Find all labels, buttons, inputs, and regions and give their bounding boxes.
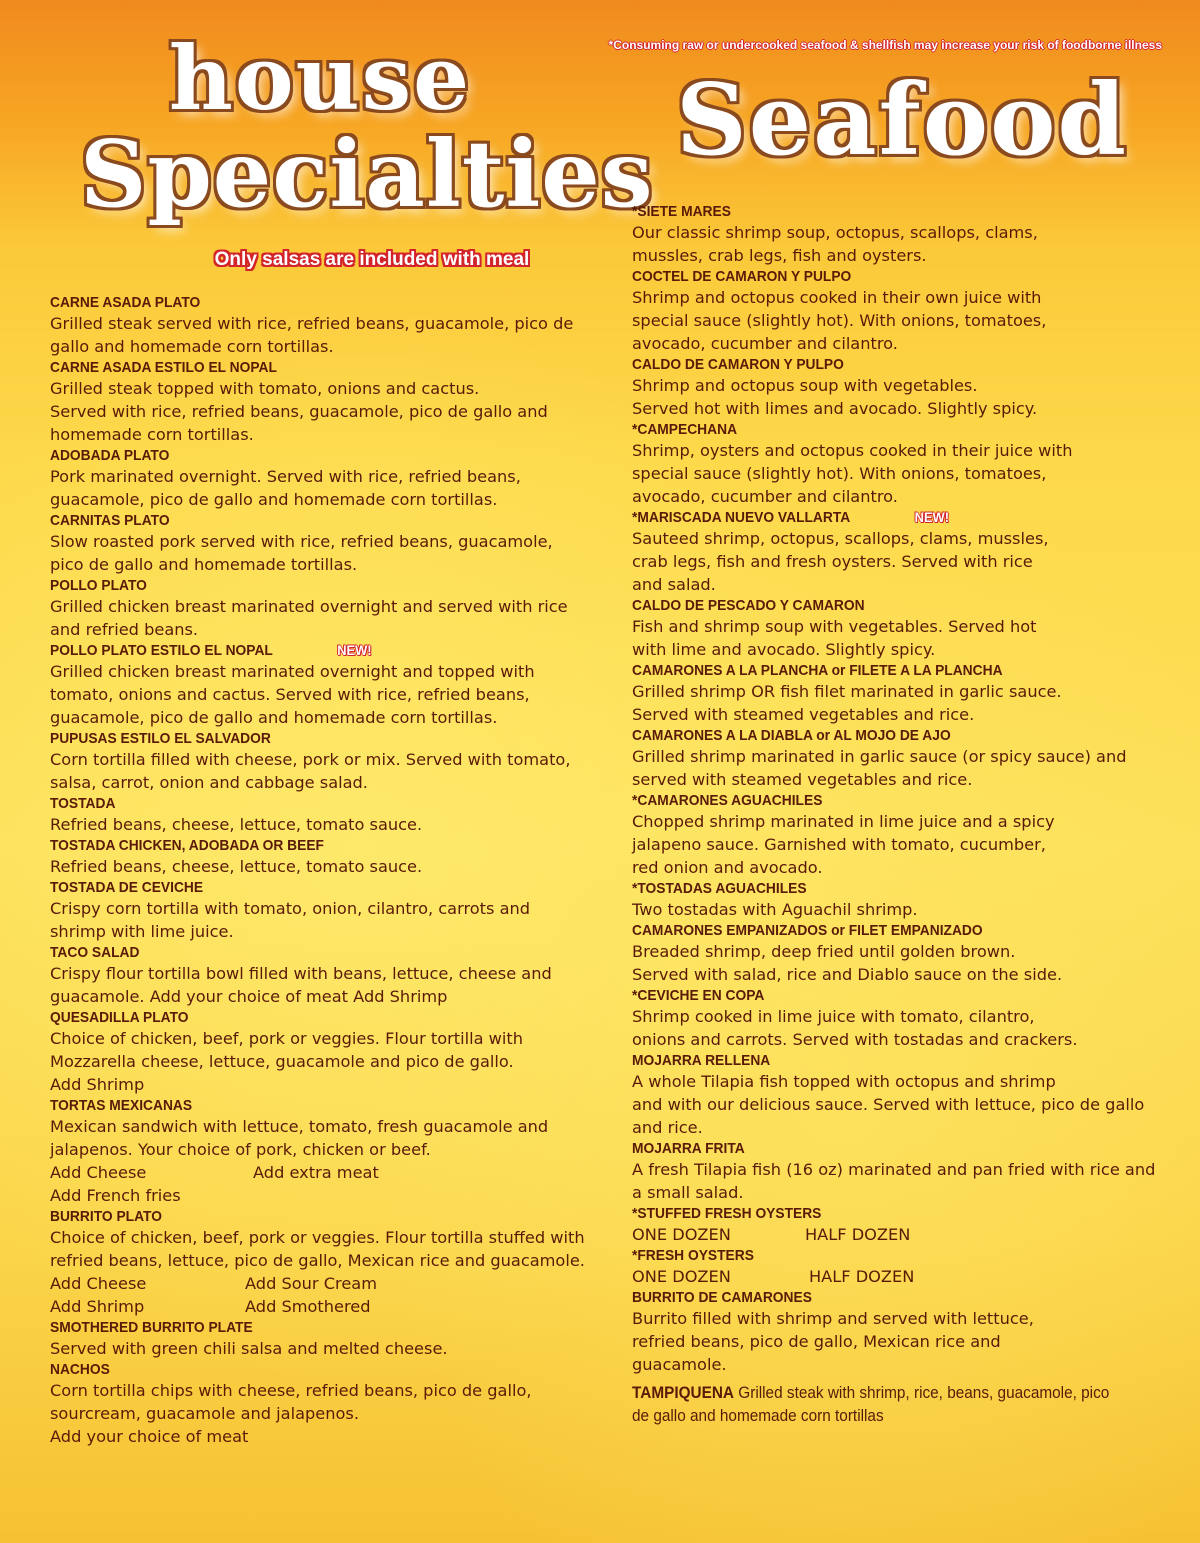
menu-item-name — [632, 921, 1129, 940]
menu-item-description: Crispy corn tortilla with tomato, onion, cilantro, carrots and shrimp with lime juice. — [50, 899, 531, 941]
menu-item-name — [50, 511, 551, 530]
menu-item-name — [632, 879, 1129, 898]
menu-item-name-text: QUESADILLA PLATO — [50, 1009, 189, 1026]
menu-item-name-text: SMOTHERED BURRITO PLATE — [50, 1319, 253, 1336]
add-on-option: ONE DOZEN — [632, 1267, 731, 1286]
menu-item-name-text: *CEVICHE EN COPA — [632, 987, 765, 1004]
seafood-title: Seafood — [676, 63, 1129, 178]
menu-item — [50, 1008, 595, 1096]
menu-item-description: Refried beans, cheese, lettuce, tomato sauce. — [50, 815, 423, 834]
menu-item-name-text: TACO SALAD — [50, 944, 140, 961]
menu-item — [632, 596, 1172, 661]
menu-item — [632, 726, 1172, 791]
add-on-row — [632, 1265, 1172, 1288]
menu-item-name-text: ADOBADA PLATO — [50, 447, 170, 464]
add-on-option: Add Cheese — [50, 1274, 147, 1293]
menu-item-name — [50, 1008, 551, 1027]
menu-item-name-text: TOSTADA DE CEVICHE — [50, 879, 204, 896]
menu-item-name-text: TOSTADA — [50, 795, 116, 812]
menu-item-description: Corn tortilla chips with cheese, refried beans, pico de gallo, sourcream, guacamole and jalapenos. Add your choice of meat — [50, 1381, 532, 1446]
menu-item-add-ons — [50, 1272, 595, 1318]
menu-item-description: Breaded shrimp, deep fried until golden brown. Served with salad, rice and Diablo sauce on the side. — [632, 942, 1063, 984]
menu-item-description: Served with green chili salsa and melted cheese. — [50, 1339, 448, 1358]
house-specialties-title — [80, 26, 654, 228]
menu-item — [50, 358, 595, 446]
menu-item-name — [50, 358, 551, 377]
house-title-line-1: house — [168, 26, 472, 130]
menu-item-description: Shrimp, oysters and octopus cooked in their juice with special sauce (slightly hot). With onions, tomatoes, avocado, cucumber and cilantro. — [632, 441, 1073, 506]
menu-item-name-text: *CAMARONES AGUACHILES — [632, 792, 823, 809]
menu-item — [632, 1204, 1172, 1246]
menu-item-name — [50, 576, 551, 595]
menu-item-name — [50, 293, 551, 312]
menu-item-description: Our classic shrimp soup, octopus, scallops, clams, mussles, crab legs, fish and oysters. — [632, 223, 1038, 265]
menu-item-name-text: *TOSTADAS AGUACHILES — [632, 880, 807, 897]
menu-item-description: Choice of chicken, beef, pork or veggies. Flour tortilla with Mozzarella cheese, lettuce, guacamole and pico de gallo. Add Shrimp — [50, 1029, 524, 1094]
menu-item-name-text: POLLO PLATO ESTILO EL NOPAL — [50, 642, 273, 659]
menu-item-description: Two tostadas with Aguachil shrimp. — [632, 900, 918, 919]
add-on-option: ONE DOZEN — [632, 1225, 731, 1244]
menu-item-description: A whole Tilapia fish topped with octopus and shrimp and with our delicious sauce. Served with lettuce, pico de gallo and rice. — [632, 1072, 1145, 1137]
menu-item-name — [632, 661, 1129, 680]
menu-item — [50, 729, 595, 794]
menu-item — [632, 1139, 1172, 1204]
menu-item-description: Grilled steak topped with tomato, onions and cactus. Served with rice, refried beans, guacamole, pico de gallo and homemade corn tortillas. — [50, 379, 548, 444]
menu-item-name — [632, 1288, 1129, 1307]
new-badge: NEW! — [337, 642, 372, 658]
menu-item-description: Grilled chicken breast marinated overnight and served with rice and refried beans. — [50, 597, 568, 639]
menu-item-name-text: MOJARRA RELLENA — [632, 1052, 771, 1069]
add-on-option: Add extra meat — [253, 1163, 379, 1182]
menu-item-name — [50, 943, 551, 962]
menu-item-name — [632, 1051, 1129, 1070]
menu-item — [632, 202, 1172, 267]
menu-item — [632, 420, 1172, 508]
menu-item — [632, 986, 1172, 1051]
menu-item-name — [632, 986, 1129, 1005]
menu-item-name-text: CAMARONES A LA PLANCHA or FILETE A LA PLANCHA — [632, 662, 1003, 679]
menu-item-name-text: *MARISCADA NUEVO VALLARTA — [632, 509, 851, 526]
add-on-row — [50, 1295, 595, 1318]
menu-item-description: Grilled shrimp OR fish filet marinated in garlic sauce. Served with steamed vegetables and rice. — [632, 682, 1062, 724]
menu-item-name-text: *CAMPECHANA — [632, 421, 738, 438]
menu-item-name — [632, 267, 1129, 286]
menu-item-name — [632, 202, 1129, 221]
menu-item-name — [50, 1360, 551, 1379]
menu-item — [50, 878, 595, 943]
menu-item — [632, 921, 1172, 986]
menu-item-description: Shrimp and octopus cooked in their own juice with special sauce (slightly hot). With onions, tomatoes, avocado, cucumber and cilantro. — [632, 288, 1047, 353]
menu-item — [50, 836, 595, 878]
menu-item-name-text: BURRITO DE CAMARONES — [632, 1289, 812, 1306]
new-badge: NEW! — [914, 509, 949, 525]
menu-item-name — [50, 1318, 551, 1337]
menu-item-name — [632, 420, 1129, 439]
tampiquena-name: TAMPIQUENA — [632, 1384, 735, 1402]
menu-item-description: Sauteed shrimp, octopus, scallops, clams, mussles, crab legs, fish and fresh oysters. Served with rice and salad. — [632, 529, 1049, 594]
menu-item-name-text: CARNITAS PLATO — [50, 512, 170, 529]
add-on-option: HALF DOZEN — [805, 1225, 911, 1244]
menu-item-name-text: TOSTADA CHICKEN, ADOBADA OR BEEF — [50, 837, 324, 854]
add-on-row — [50, 1161, 595, 1184]
menu-item-name — [632, 508, 1129, 527]
menu-item-name — [632, 791, 1129, 810]
menu-item-name — [50, 836, 551, 855]
menu-item — [50, 293, 595, 358]
menu-item-name — [50, 446, 551, 465]
menu-item — [632, 1288, 1172, 1376]
menu-item — [50, 794, 595, 836]
menu-item-name-text: CARNE ASADA ESTILO EL NOPAL — [50, 359, 277, 376]
menu-item — [50, 641, 595, 729]
menu-item-name — [50, 1096, 551, 1115]
add-on-row — [632, 1223, 1172, 1246]
menu-item-name-text: CALDO DE PESCADO Y CAMARON — [632, 597, 865, 614]
tampiquena-description: Grilled steak with shrimp, rice, beans, guacamole, pico de gallo and homemade corn tortillas — [632, 1384, 1110, 1425]
menu-item-name-text: BURRITO PLATO — [50, 1208, 162, 1225]
menu-item-name-text: MOJARRA FRITA — [632, 1140, 745, 1157]
add-on-option: Add Cheese — [50, 1163, 147, 1182]
menu-item — [632, 355, 1172, 420]
menu-item-add-ons — [50, 1161, 595, 1207]
menu-item-description: Grilled steak served with rice, refried beans, guacamole, pico de gallo and homemade corn tortillas. — [50, 314, 574, 356]
add-on-row — [50, 1272, 595, 1295]
menu-item — [632, 508, 1172, 596]
menu-item-name-text: NACHOS — [50, 1361, 110, 1378]
menu-item-name — [50, 729, 551, 748]
menu-item-name — [50, 878, 551, 897]
menu-item-name-text: PUPUSAS ESTILO EL SALVADOR — [50, 730, 271, 747]
menu-item — [50, 1207, 595, 1318]
menu-item-name-text: TORTAS MEXICANAS — [50, 1097, 193, 1114]
menu-item — [50, 511, 595, 576]
add-on-option: HALF DOZEN — [809, 1267, 915, 1286]
menu-item-description: Slow roasted pork served with rice, refried beans, guacamole, pico de gallo and homemade tortillas. — [50, 532, 553, 574]
menu-item-description: Grilled chicken breast marinated overnight and topped with tomato, onions and cactus. Served with rice, refried beans, guacamole, pico de gallo and homemade corn tortillas. — [50, 662, 535, 727]
menu-item — [50, 1096, 595, 1207]
menu-item-name-text: *STUFFED FRESH OYSTERS — [632, 1205, 822, 1222]
menu-item-name — [632, 1246, 1129, 1265]
salsa-note: Only salsas are included with meal — [214, 249, 530, 270]
menu-item-name-text: CAMARONES EMPANIZADOS or FILET EMPANIZADO — [632, 922, 983, 939]
raw-seafood-warning: *Consuming raw or undercooked seafood & shellfish may increase your risk of foodborne illness — [608, 38, 1162, 52]
menu-item — [632, 661, 1172, 726]
menu-item-description: Shrimp and octopus soup with vegetables. Served hot with limes and avocado. Slightly spicy. — [632, 376, 1038, 418]
menu-item-name-text: *FRESH OYSTERS — [632, 1247, 754, 1264]
add-on-option: Add Shrimp — [50, 1297, 145, 1316]
menu-item-name — [632, 596, 1129, 615]
menu-item — [632, 267, 1172, 355]
menu-item-name — [50, 641, 551, 660]
menu-item-description: Corn tortilla filled with cheese, pork or mix. Served with tomato, salsa, carrot, onion and cabbage salad. — [50, 750, 571, 792]
add-on-option: Add Smothered — [245, 1297, 371, 1316]
menu-item — [50, 1360, 595, 1448]
menu-item-add-ons — [632, 1223, 1172, 1246]
menu-item — [50, 1318, 595, 1360]
menu-item-name — [632, 726, 1129, 745]
menu-item-name-text: COCTEL DE CAMARON Y PULPO — [632, 268, 852, 285]
add-on-option: Add French fries — [50, 1186, 181, 1205]
menu-item — [632, 1051, 1172, 1139]
menu-item-name-text: POLLO PLATO — [50, 577, 147, 594]
menu-item — [50, 446, 595, 511]
menu-item-description: Burrito filled with shrimp and served with lettuce, refried beans, pico de gallo, Mexican rice and guacamole. — [632, 1309, 1034, 1374]
menu-item-description: Choice of chicken, beef, pork or veggies. Flour tortilla stuffed with refried beans, lettuce, pico de gallo, Mexican rice and guacamole. — [50, 1228, 585, 1270]
menu-item — [50, 576, 595, 641]
menu-item-add-ons — [632, 1265, 1172, 1288]
menu-item-description: Grilled shrimp marinated in garlic sauce (or spicy sauce) and served with steamed vegetables and rice. — [632, 747, 1127, 789]
menu-item-description: A fresh Tilapia fish (16 oz) marinated and pan fried with rice and a small salad. — [632, 1160, 1156, 1202]
menu-item — [632, 879, 1172, 921]
menu-item-name — [632, 1139, 1129, 1158]
menu-item — [632, 1246, 1172, 1288]
house-title-line-2: Specialties — [80, 120, 654, 228]
menu-item-description: Chopped shrimp marinated in lime juice and a spicy jalapeno sauce. Garnished with tomato, cucumber, red onion and avocado. — [632, 812, 1055, 877]
seafood-list — [632, 202, 1172, 1428]
menu-item-name — [50, 1207, 551, 1226]
tampiquena-item — [632, 1382, 1171, 1428]
menu-item — [50, 943, 595, 1008]
menu-item-name-text: CAMARONES A LA DIABLA or AL MOJO DE AJO — [632, 727, 951, 744]
menu-item-name-text: CARNE ASADA PLATO — [50, 294, 201, 311]
menu-item-name-text: CALDO DE CAMARON Y PULPO — [632, 356, 844, 373]
add-on-option: Add Sour Cream — [245, 1274, 377, 1293]
menu-item-name — [50, 794, 551, 813]
menu-item-description: Mexican sandwich with lettuce, tomato, fresh guacamole and jalapenos. Your choice of pork, chicken or beef. — [50, 1117, 549, 1159]
menu-item-description: Refried beans, cheese, lettuce, tomato sauce. — [50, 857, 423, 876]
house-specialties-list — [50, 293, 595, 1448]
menu-item — [632, 791, 1172, 879]
menu-item-description: Crispy flour tortilla bowl filled with beans, lettuce, cheese and guacamole. Add your choice of meat Add Shrimp — [50, 964, 552, 1006]
menu-item-description: Shrimp cooked in lime juice with tomato, cilantro, onions and carrots. Served with tostadas and crackers. — [632, 1007, 1078, 1049]
menu-item-description: Pork marinated overnight. Served with rice, refried beans, guacamole, pico de gallo and homemade corn tortillas. — [50, 467, 521, 509]
add-on-row — [50, 1184, 595, 1207]
menu-item-name — [632, 1204, 1129, 1223]
menu-item-description: Fish and shrimp soup with vegetables. Served hot with lime and avocado. Slightly spicy. — [632, 617, 1037, 659]
menu-item-name-text: *SIETE MARES — [632, 203, 731, 220]
menu-item-name — [632, 355, 1129, 374]
